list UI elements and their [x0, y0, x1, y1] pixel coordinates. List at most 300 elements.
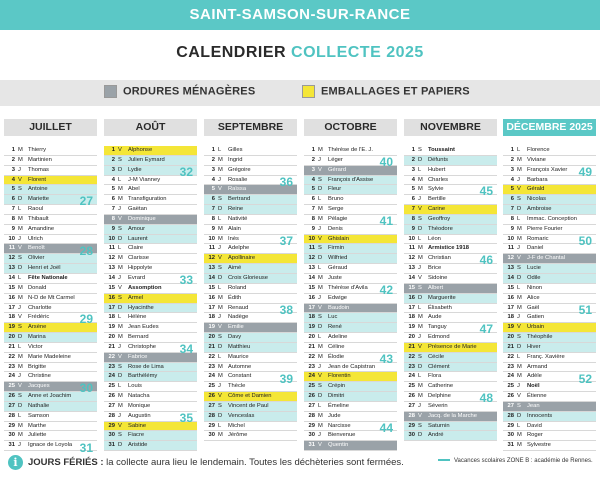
- saint-name: Côme et Damien: [228, 393, 272, 400]
- weekday-letter: M: [18, 156, 23, 163]
- day-number: 5: [211, 186, 215, 193]
- saint-name: Ninon: [527, 284, 543, 291]
- day-row: [104, 304, 197, 314]
- footer: [0, 452, 600, 482]
- day-number: 27: [208, 402, 215, 409]
- saint-name: Étienne: [527, 393, 547, 400]
- day-number: 18: [8, 314, 15, 321]
- week-number: 45: [479, 184, 493, 199]
- saint-name: Sabine: [128, 422, 147, 429]
- saint-name: Gatien: [527, 314, 545, 321]
- day-row: [104, 254, 197, 264]
- saint-name: Gaël: [527, 304, 540, 311]
- legend-ordures-label: ORDURES MÉNAGÈRES: [123, 85, 256, 98]
- weekday-letter: D: [118, 442, 123, 449]
- saint-name: Transfiguration: [128, 196, 167, 203]
- day-number: 11: [108, 245, 115, 252]
- day-number: 28: [507, 412, 514, 419]
- day-number: 3: [111, 166, 115, 173]
- saint-name: Daniel: [527, 245, 544, 252]
- saint-name: Augustin: [128, 412, 151, 419]
- saint-name: Denis: [328, 225, 343, 232]
- saint-name: Clément: [428, 363, 450, 370]
- day-row: [104, 195, 197, 205]
- day-row: [204, 431, 297, 441]
- legend-ordures-swatch: [104, 85, 117, 98]
- day-number: 8: [211, 215, 215, 222]
- day-row: [204, 412, 297, 422]
- saint-name: Toussaint: [428, 147, 455, 153]
- saint-name: Brigitte: [28, 363, 47, 370]
- day-number: 26: [507, 393, 514, 400]
- saint-name: Géraud: [328, 265, 348, 272]
- saint-name: Bertille: [428, 196, 446, 203]
- saint-name: Firmin: [328, 245, 345, 252]
- saint-name: Julien Eymard: [128, 156, 165, 163]
- day-number: 15: [507, 284, 514, 291]
- day-row: [4, 176, 97, 186]
- weekday-letter: L: [418, 166, 422, 173]
- day-number: 10: [507, 235, 514, 242]
- day-row: [304, 235, 397, 245]
- saint-name: Barbara: [527, 176, 548, 183]
- weekday-letter: D: [18, 334, 23, 341]
- saint-name: Grégoire: [228, 166, 251, 173]
- day-number: 2: [111, 156, 115, 163]
- saint-name: Hélène: [128, 314, 147, 321]
- day-row: [104, 441, 197, 451]
- weekday-letter: D: [418, 156, 423, 163]
- day-number: 23: [8, 363, 15, 370]
- weekday-letter: L: [118, 245, 122, 252]
- day-number: 6: [111, 196, 115, 203]
- day-number: 13: [208, 265, 215, 272]
- week-number: 44: [379, 420, 393, 435]
- day-number: 29: [108, 422, 115, 429]
- day-number: 29: [507, 422, 514, 429]
- saint-name: Constant: [228, 373, 252, 380]
- day-number: 12: [308, 255, 315, 262]
- saint-name: Marguerite: [428, 294, 456, 301]
- day-number: 15: [408, 284, 415, 291]
- day-row: [104, 372, 197, 382]
- weekday-letter: M: [318, 147, 323, 153]
- saint-name: Henri et Joël: [28, 265, 61, 272]
- saint-name: Lucie: [527, 265, 541, 272]
- day-number: 15: [308, 284, 315, 291]
- day-row: [304, 254, 397, 264]
- saint-name: Geoffroy: [428, 215, 451, 222]
- day-number: 22: [8, 353, 15, 360]
- saint-name: Immac. Conception: [527, 215, 577, 222]
- saint-name: Noël: [527, 383, 540, 390]
- saint-name: Samson: [28, 412, 50, 419]
- saint-name: Marina: [28, 334, 46, 341]
- saint-name: Fête Nationale: [28, 274, 68, 281]
- weekday-letter: V: [517, 186, 521, 193]
- day-number: 7: [311, 206, 315, 213]
- day-number: 13: [507, 265, 514, 272]
- saint-name: Ambroise: [527, 206, 552, 213]
- weekday-letter: S: [118, 432, 122, 439]
- day-number: 20: [8, 334, 15, 341]
- saint-name: Christine: [28, 373, 51, 380]
- saint-name: Jacq. de la Marche: [428, 412, 477, 419]
- saint-name: Serge: [328, 206, 344, 213]
- saint-name: Tanguy: [428, 324, 447, 331]
- weekday-letter: M: [218, 304, 223, 311]
- saint-name: Sidoine: [428, 274, 448, 281]
- day-number: 16: [408, 294, 415, 301]
- day-number: 20: [108, 334, 115, 341]
- weekday-letter: S: [18, 393, 22, 400]
- saint-name: Aimé: [228, 265, 242, 272]
- day-number: 6: [311, 196, 315, 203]
- saint-name: Evrard: [128, 274, 146, 281]
- weekday-letter: S: [218, 334, 222, 341]
- saint-name: Juste: [328, 274, 342, 281]
- month-header: AOÛT: [104, 119, 197, 136]
- weekday-letter: M: [418, 255, 423, 262]
- day-row: [404, 166, 497, 176]
- saint-name: Ignace de Loyola: [28, 442, 73, 449]
- saint-name: Juliette: [28, 432, 47, 439]
- weekday-letter: V: [517, 255, 521, 262]
- weekday-letter: J: [517, 314, 520, 321]
- saint-name: Séverin: [428, 402, 448, 409]
- month-5: [503, 119, 596, 451]
- weekday-letter: D: [418, 363, 423, 370]
- day-number: 21: [507, 343, 514, 350]
- saint-name: Reine: [228, 206, 244, 213]
- day-number: 5: [411, 186, 415, 193]
- saint-name: Clarisse: [128, 255, 149, 262]
- weekday-letter: M: [517, 235, 522, 242]
- saint-name: Thibault: [28, 215, 49, 222]
- weekday-letter: J: [418, 402, 421, 409]
- day-number: 22: [507, 353, 514, 360]
- day-row: [304, 372, 397, 382]
- weekday-letter: J: [18, 166, 21, 173]
- saint-name: Hiver: [527, 343, 541, 350]
- week-number: 39: [279, 371, 293, 386]
- legend-emballages: [302, 85, 470, 98]
- day-number: 14: [8, 274, 15, 281]
- weekday-letter: L: [517, 284, 521, 291]
- day-row: [4, 166, 97, 176]
- saint-name: Raïssa: [228, 186, 247, 193]
- day-number: 11: [8, 245, 15, 252]
- weekday-letter: M: [517, 294, 522, 301]
- weekday-letter: M: [318, 215, 323, 222]
- day-row: [304, 313, 397, 323]
- saint-name: Bienvenue: [328, 432, 356, 439]
- day-row: [404, 353, 497, 363]
- weekday-letter: M: [517, 373, 522, 380]
- day-number: 3: [411, 166, 415, 173]
- day-number: 22: [108, 353, 115, 360]
- weekday-letter: L: [218, 147, 222, 153]
- weekday-letter: D: [517, 343, 522, 350]
- calendar-title-main: CALENDRIER: [176, 44, 292, 61]
- saint-name: Florent: [28, 176, 47, 183]
- saint-name: N-D de Mt Carmel: [28, 294, 75, 301]
- saint-name: Donald: [28, 284, 47, 291]
- day-number: 29: [308, 422, 315, 429]
- day-number: 10: [308, 235, 315, 242]
- day-number: 18: [208, 314, 215, 321]
- day-row: [503, 392, 596, 402]
- day-number: 4: [311, 176, 315, 183]
- saint-name: Armand: [527, 363, 548, 370]
- saint-name: Adeline: [328, 334, 348, 341]
- day-number: 23: [507, 363, 514, 370]
- weekday-letter: J: [517, 245, 520, 252]
- day-number: 8: [311, 215, 315, 222]
- week-number: 34: [179, 342, 193, 356]
- day-row: [4, 264, 97, 274]
- weekday-letter: J: [118, 206, 121, 213]
- day-number: 17: [507, 304, 514, 311]
- day-number: 12: [208, 255, 215, 262]
- day-number: 14: [507, 274, 514, 281]
- weekday-letter: D: [517, 412, 522, 419]
- day-row: [404, 412, 497, 422]
- saint-name: Léon: [428, 235, 441, 242]
- saint-name: Édith: [228, 294, 242, 301]
- saint-name: Louis: [128, 383, 142, 390]
- saint-name: Renaud: [228, 304, 249, 311]
- weekday-letter: D: [118, 373, 123, 380]
- weekday-letter: S: [218, 196, 222, 203]
- weekday-letter: M: [418, 314, 423, 321]
- saint-name: Théophile: [527, 334, 553, 341]
- saint-name: Claire: [128, 245, 144, 252]
- saint-name: Frédéric: [28, 314, 50, 321]
- day-row: [503, 323, 596, 333]
- weekday-letter: D: [318, 186, 323, 193]
- weekday-letter: D: [118, 166, 123, 173]
- saint-name: Thècle: [228, 383, 246, 390]
- weekday-letter: L: [118, 176, 122, 183]
- day-number: 31: [507, 442, 514, 449]
- saint-name: Inès: [228, 235, 239, 242]
- day-number: 24: [208, 373, 215, 380]
- weekday-letter: L: [517, 422, 521, 429]
- weekday-letter: M: [218, 373, 223, 380]
- weekday-letter: V: [318, 235, 322, 242]
- weekday-letter: J: [318, 156, 321, 163]
- day-number: 23: [408, 363, 415, 370]
- day-number: 12: [108, 255, 115, 262]
- saint-name: Fleur: [328, 186, 342, 193]
- day-number: 23: [108, 363, 115, 370]
- saint-name: Martinien: [28, 156, 52, 163]
- weekday-letter: L: [318, 402, 322, 409]
- weekday-letter: J: [418, 196, 421, 203]
- saint-name: Baudoin: [328, 304, 350, 311]
- weekday-letter: M: [318, 206, 323, 213]
- saint-name: Dimitri: [328, 393, 345, 400]
- day-number: 11: [308, 245, 315, 252]
- weekday-letter: S: [218, 265, 222, 272]
- day-number: 6: [11, 196, 15, 203]
- weekday-letter: S: [418, 422, 422, 429]
- day-row: [404, 146, 497, 156]
- month-3: [304, 119, 397, 451]
- saint-name: Abel: [128, 186, 140, 193]
- weekday-letter: M: [118, 334, 123, 341]
- day-row: [4, 274, 97, 284]
- week-number: 36: [279, 174, 293, 189]
- saint-name: Céline: [328, 343, 345, 350]
- weekday-letter: M: [118, 265, 123, 272]
- info-icon: i: [8, 455, 23, 470]
- weekday-letter: V: [418, 206, 422, 213]
- day-row: [4, 284, 97, 294]
- day-row: [4, 422, 97, 432]
- day-number: 15: [208, 284, 215, 291]
- week-number: 31: [79, 440, 93, 455]
- saint-name: Urbain: [527, 324, 545, 331]
- day-number: 30: [108, 432, 115, 439]
- saint-name: Arsène: [28, 324, 47, 331]
- saint-name: Florence: [527, 147, 550, 153]
- weekday-letter: J: [218, 245, 221, 252]
- day-number: 31: [108, 442, 115, 449]
- weekday-letter: M: [218, 225, 223, 232]
- saint-name: Jérôme: [228, 432, 248, 439]
- weekday-letter: J: [418, 334, 421, 341]
- month-days: [204, 146, 297, 441]
- weekday-letter: J: [218, 383, 221, 390]
- day-row: [204, 146, 297, 156]
- weekday-letter: D: [118, 304, 123, 311]
- day-number: 25: [8, 383, 15, 390]
- day-row: [204, 343, 297, 353]
- day-number: 26: [208, 393, 215, 400]
- day-row: [304, 441, 397, 451]
- weekday-letter: J: [118, 343, 121, 350]
- weekday-letter: L: [218, 422, 222, 429]
- weekday-letter: L: [18, 343, 22, 350]
- weekday-letter: S: [118, 363, 122, 370]
- saint-name: Maurice: [228, 353, 249, 360]
- saint-name: Franç. Xavière: [527, 353, 565, 360]
- month-days: [304, 146, 397, 451]
- day-number: 26: [108, 393, 115, 400]
- day-row: [304, 382, 397, 392]
- day-row: [503, 402, 596, 412]
- day-number: 10: [408, 235, 415, 242]
- saint-name: Victor: [28, 343, 43, 350]
- saint-name: Apollinaire: [228, 255, 256, 262]
- day-row: [204, 195, 297, 205]
- day-number: 21: [108, 343, 115, 350]
- day-number: 3: [311, 166, 315, 173]
- week-number: 47: [479, 322, 493, 337]
- weekday-letter: V: [218, 186, 222, 193]
- day-number: 16: [8, 294, 15, 301]
- day-row: [104, 215, 197, 225]
- saint-name: Natacha: [128, 393, 150, 400]
- week-number: 30: [79, 381, 93, 396]
- weekday-letter: L: [418, 235, 422, 242]
- saint-name: Saturnin: [428, 422, 450, 429]
- saint-name: Ingrid: [228, 156, 243, 163]
- day-number: 9: [111, 225, 115, 232]
- week-number: 49: [578, 164, 592, 179]
- day-number: 19: [8, 324, 15, 331]
- saint-name: Cécile: [428, 353, 445, 360]
- jours-feries-label: JOURS FÉRIÉS :: [28, 457, 104, 468]
- weekday-letter: M: [18, 422, 23, 429]
- saint-name: Jean de Capistran: [328, 363, 376, 370]
- day-number: 30: [507, 432, 514, 439]
- weekday-letter: V: [218, 255, 222, 262]
- saint-name: Charles: [428, 176, 448, 183]
- day-number: 17: [408, 304, 415, 311]
- day-row: [204, 215, 297, 225]
- saint-name: Brice: [428, 265, 442, 272]
- vacances-label: Vacances scolaires ZONE B : académie de Rennes.: [454, 458, 593, 464]
- saint-name: Présence de Marie: [428, 343, 477, 350]
- saint-name: Élodie: [328, 353, 345, 360]
- saint-name: Ghislain: [328, 235, 349, 242]
- day-row: [4, 412, 97, 422]
- day-number: 17: [108, 304, 115, 311]
- month-days: [404, 146, 497, 441]
- saint-name: Michel: [228, 422, 245, 429]
- weekday-letter: V: [18, 245, 22, 252]
- day-number: 20: [507, 334, 514, 341]
- day-number: 8: [111, 215, 115, 222]
- day-number: 29: [408, 422, 415, 429]
- saint-name: Olivier: [28, 255, 45, 262]
- day-row: [104, 205, 197, 215]
- week-number: 46: [479, 253, 493, 268]
- weekday-letter: M: [218, 156, 223, 163]
- day-number: 2: [11, 156, 15, 163]
- weekday-letter: L: [118, 314, 122, 321]
- month-header: JUILLET: [4, 119, 97, 136]
- week-number: 52: [578, 371, 592, 386]
- day-number: 19: [108, 324, 115, 331]
- day-row: [304, 264, 397, 274]
- day-row: [4, 294, 97, 304]
- day-number: 4: [11, 176, 15, 183]
- saint-name: Gaëtan: [128, 206, 148, 213]
- weekday-letter: V: [118, 422, 122, 429]
- saint-name: Laurent: [128, 235, 148, 242]
- day-row: [204, 402, 297, 412]
- weekday-letter: M: [418, 245, 423, 252]
- calendar-title: [0, 44, 600, 62]
- day-row: [204, 422, 297, 432]
- day-number: 28: [108, 412, 115, 419]
- day-row: [503, 422, 596, 432]
- day-number: 31: [308, 442, 315, 449]
- day-number: 29: [8, 422, 15, 429]
- day-number: 27: [108, 402, 115, 409]
- saint-name: Croix Glorieuse: [228, 274, 268, 281]
- day-number: 28: [408, 412, 415, 419]
- saint-name: Fabrice: [128, 353, 148, 360]
- day-row: [104, 313, 197, 323]
- day-row: [503, 195, 596, 205]
- saint-name: Antoine: [28, 186, 48, 193]
- weekday-letter: V: [118, 215, 122, 222]
